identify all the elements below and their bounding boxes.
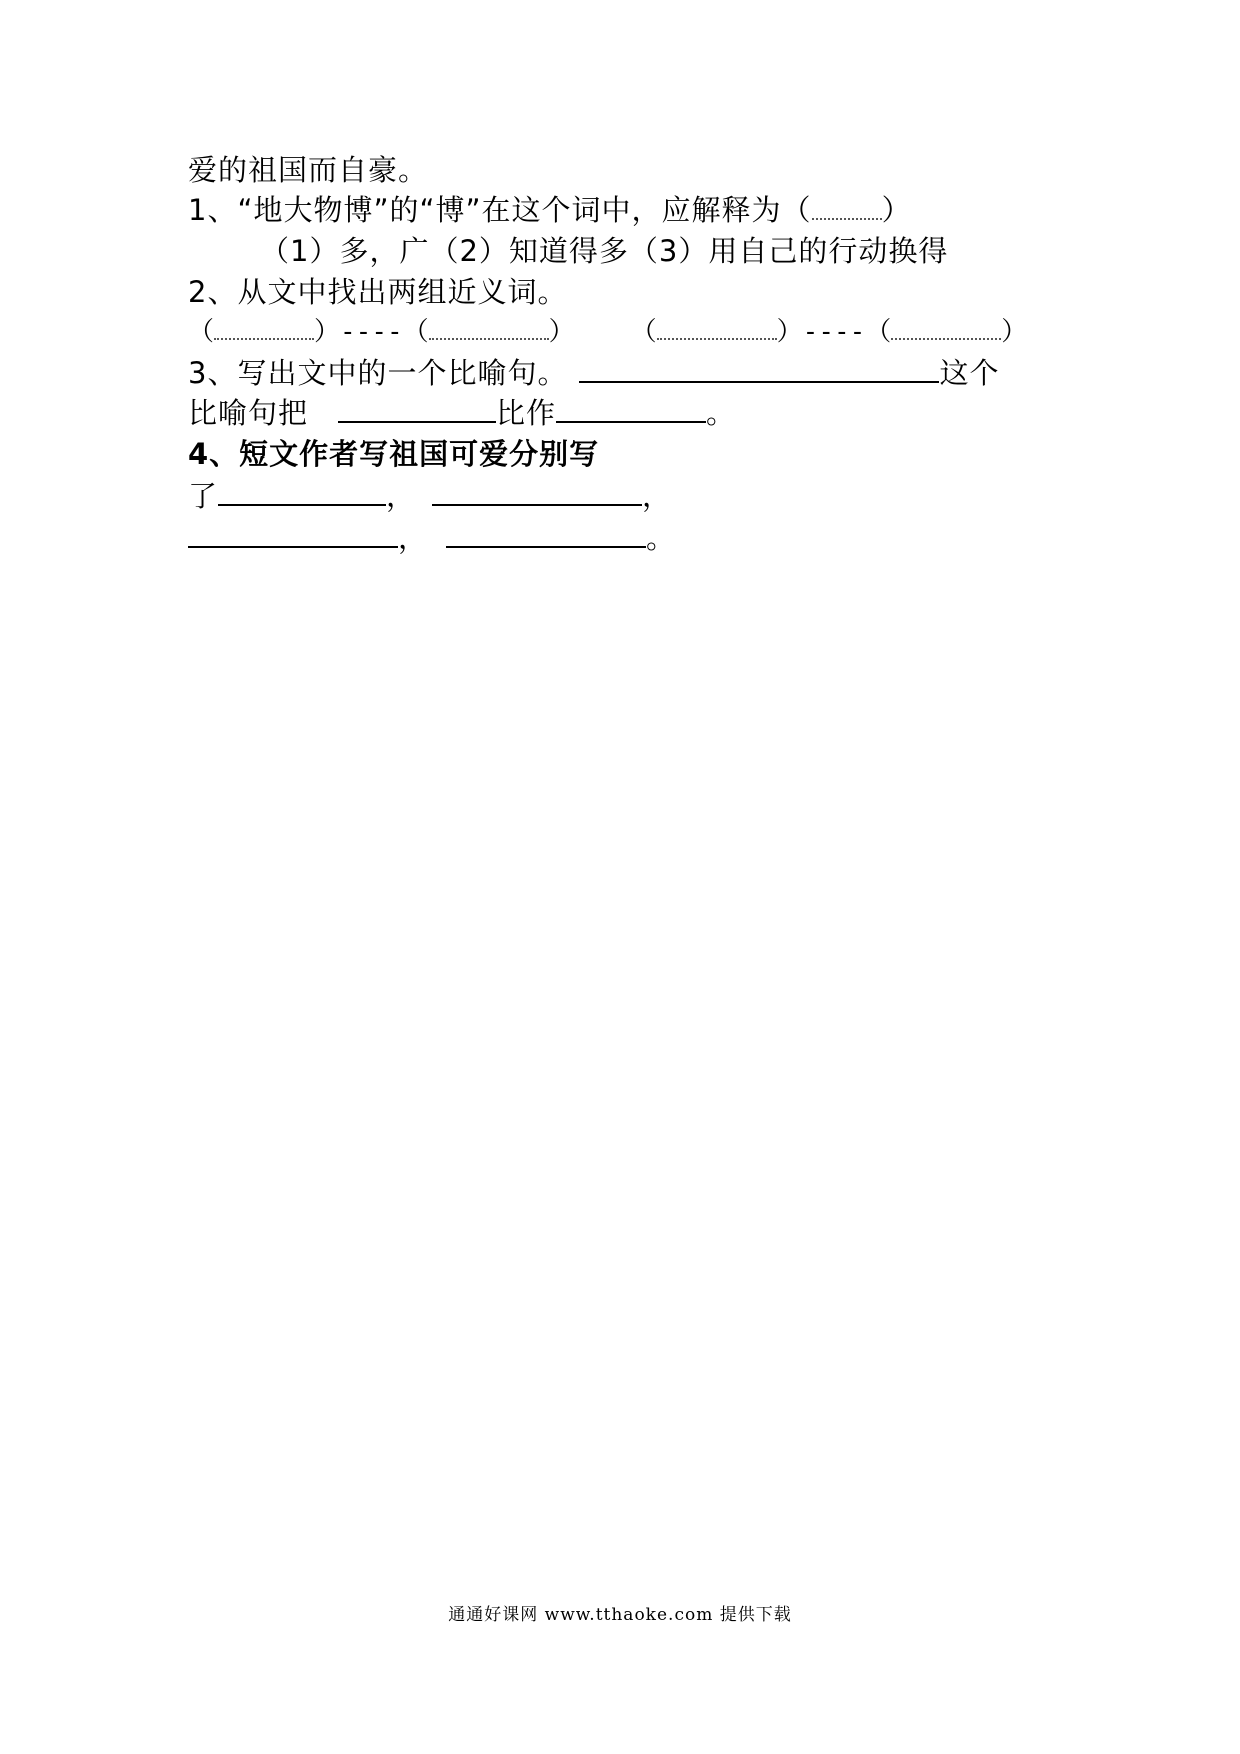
q3-sentence-blank[interactable] — [579, 357, 939, 383]
q4-blank-4[interactable] — [446, 522, 646, 548]
q3-line2-b: 比作 — [496, 396, 557, 430]
q3-object-blank[interactable] — [556, 397, 706, 423]
q2-blank-4[interactable] — [891, 314, 1001, 340]
q2-dash-2: ）----（ — [776, 317, 892, 347]
q4-comma-3: ， — [398, 521, 429, 555]
question-4-text: 4、短文作者写祖国可爱分别写 — [188, 437, 600, 471]
q4-end: 。 — [646, 521, 677, 555]
question-3-line-2 — [188, 393, 736, 433]
question-1-options: （1）多，广（2）知道得多（3）用自己的行动换得 — [260, 234, 949, 268]
q4-blank-1[interactable] — [218, 480, 386, 506]
question-1-line — [188, 190, 912, 230]
intro-tail-line — [188, 150, 428, 190]
q4-comma-2: ， — [642, 479, 673, 513]
question-2-line — [188, 272, 567, 312]
q4-blank-2[interactable] — [432, 480, 642, 506]
q2-close-paren-1: ） — [548, 317, 575, 347]
q3-subject-blank[interactable] — [338, 397, 496, 423]
q3-this: 这个 — [939, 356, 1000, 390]
intro-tail-text: 爱的祖国而自豪。 — [188, 153, 429, 187]
q2-open-paren-1: （ — [188, 317, 215, 347]
q4-le: 了 — [188, 479, 219, 513]
q2-dash-1: ）----（ — [314, 317, 429, 347]
q4-comma-1: ， — [386, 479, 417, 513]
footer-text: 通通好课网 www.tthaoke.com 提供下载 — [448, 1605, 792, 1625]
question-4-line-3 — [188, 518, 676, 558]
question-2-answer-line — [188, 312, 1027, 352]
question-4-line — [188, 434, 599, 474]
q2-close-paren-2: ） — [1001, 317, 1028, 347]
page-footer — [0, 1600, 1240, 1625]
question-1-answer-blank[interactable] — [812, 194, 882, 220]
q2-blank-3[interactable] — [657, 314, 777, 340]
question-1-text: 1、“地大物博”的“博”在这个词中，应解释为（ — [188, 193, 812, 227]
q2-blank-1[interactable] — [214, 314, 314, 340]
q4-blank-3[interactable] — [188, 522, 398, 548]
q2-blank-2[interactable] — [429, 314, 549, 340]
question-3-line — [188, 353, 999, 393]
q2-open-paren-2: （ — [630, 317, 657, 347]
question-4-line-2 — [188, 476, 672, 516]
q3-line2-a: 比喻句把 — [188, 396, 309, 430]
question-1-options-line — [260, 231, 948, 271]
question-2-text: 2、从文中找出两组近义词。 — [188, 275, 568, 309]
question-3-text: 3、写出文中的一个比喻句。 — [188, 356, 568, 390]
q3-end: 。 — [706, 396, 737, 430]
question-1-close-paren: ） — [881, 193, 912, 227]
